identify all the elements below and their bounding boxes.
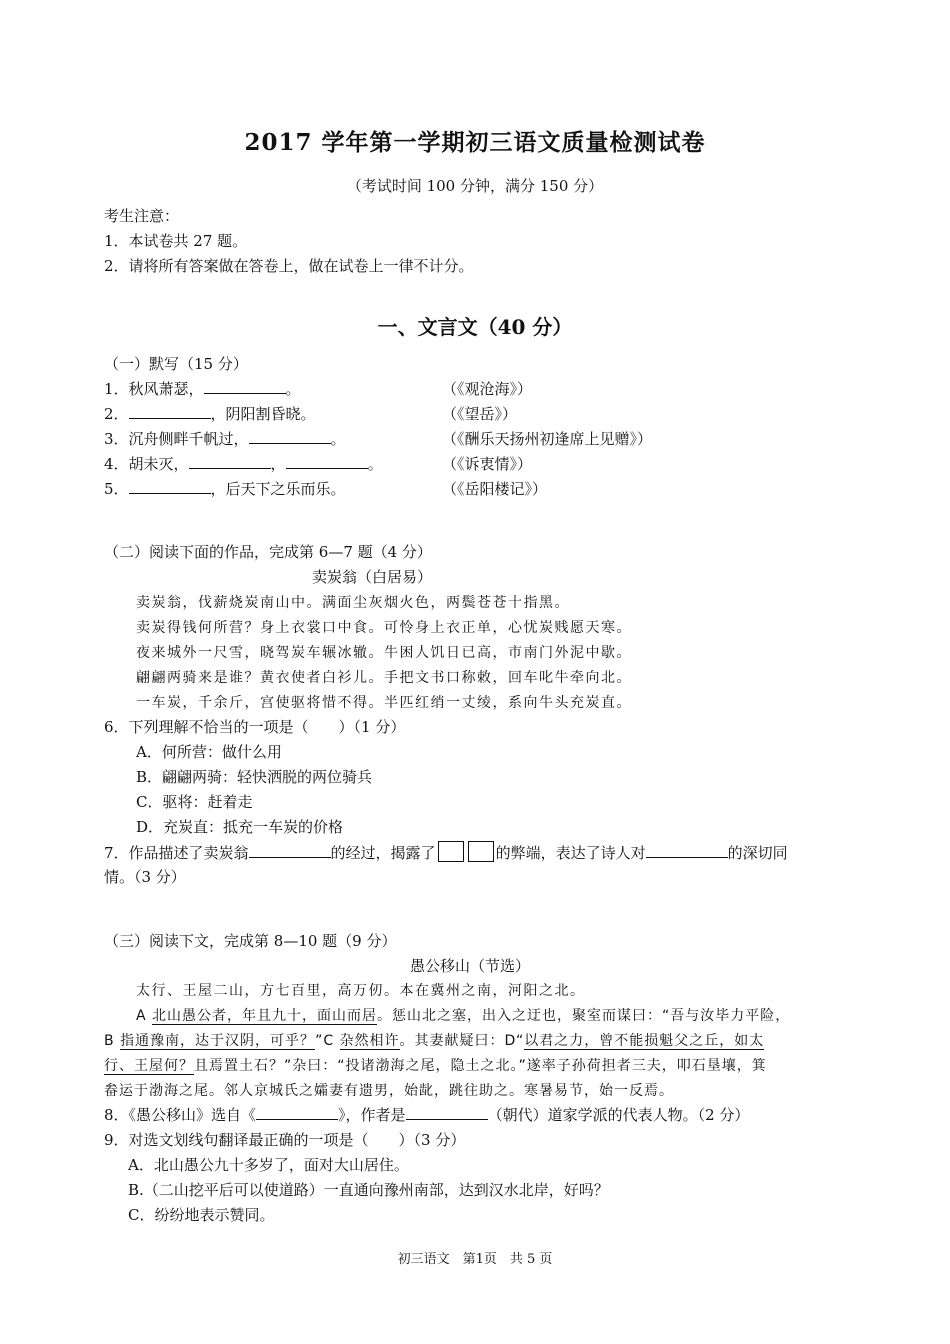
question-text: 1．秋风萧瑟， bbox=[104, 380, 204, 398]
question-2 bbox=[104, 403, 316, 425]
notice-head: 考生注意： bbox=[104, 207, 180, 225]
underlined-sentence: 行、王屋何？ bbox=[104, 1058, 194, 1074]
answer-box[interactable] bbox=[468, 841, 494, 862]
question-text: 7．作品描述了卖炭翁 bbox=[104, 844, 249, 862]
question-text: ，阴阳割昏晓。 bbox=[210, 405, 316, 423]
question-text: 。 bbox=[330, 430, 346, 448]
option-a[interactable]: A．何所营：做什么用 bbox=[136, 743, 282, 761]
text-line bbox=[136, 1005, 790, 1027]
underlined-sentence: 以君之力，曾不能损魁父之丘，如太 bbox=[524, 1033, 765, 1049]
page-title: 2017 学年第一学期初三语文质量检测试卷 bbox=[244, 129, 706, 156]
option-b[interactable]: B.（二山挖平后可以使道路）一直通向豫州南部，达到汉水北岸，好吗？ bbox=[128, 1181, 609, 1199]
answer-blank[interactable] bbox=[406, 1105, 488, 1120]
question-8 bbox=[104, 1104, 749, 1126]
poem-line: 卖炭得钱何所营？身上衣裳口中食。可怜身上衣正单，心忧炭贱愿天寒。 bbox=[136, 620, 632, 636]
question-4 bbox=[104, 453, 383, 475]
exam-subtitle: （考试时间 100 分钟，满分 150 分） bbox=[346, 177, 604, 195]
question-6: 6．下列理解不恰当的一项是（ ）（1 分） bbox=[104, 718, 406, 736]
page-footer: 初三语文 第1页 共 5 页 bbox=[397, 1252, 553, 1267]
text-span: 。惩山北之塞，出入之迂也，聚室而谋曰：“吾与汝毕力平险， bbox=[377, 1008, 791, 1024]
poem-title: 卖炭翁（白居易） bbox=[312, 568, 433, 586]
answer-blank[interactable] bbox=[249, 843, 331, 858]
question-text: 的经过，揭露了 bbox=[330, 844, 436, 862]
answer-blank[interactable] bbox=[129, 404, 211, 419]
question-7-cont: 情。（3 分） bbox=[104, 868, 186, 886]
question-text: 的弊端，表达了诗人对 bbox=[495, 844, 646, 862]
option-c[interactable]: C．纷纷地表示赞同。 bbox=[128, 1206, 275, 1224]
text-span: 且焉置土石？”杂曰：“投诸渤海之尾，隐土之北。”遂率子孙荷担者三夫，叩石垦壤，箕 bbox=[194, 1058, 767, 1074]
question-5 bbox=[104, 478, 346, 500]
poem-line: 一车炭，千余斤，宫使驱将惜不得。半匹红绡一丈绫，系向牛头充炭直。 bbox=[136, 695, 632, 711]
text-line bbox=[104, 1030, 764, 1052]
answer-blank[interactable] bbox=[189, 454, 271, 469]
text-span: 。其妻献疑曰：D“ bbox=[399, 1033, 525, 1049]
part-heading: （一）默写（15 分） bbox=[104, 355, 248, 373]
source-label: （《岳阳楼记》） bbox=[442, 480, 548, 498]
section-heading: 一、文言文（40 分） bbox=[377, 315, 573, 339]
underlined-sentence: 北山愚公者，年且九十，面山而居 bbox=[152, 1008, 378, 1024]
question-text: 5． bbox=[104, 480, 129, 498]
question-3 bbox=[104, 428, 346, 450]
poem-line: 夜来城外一尺雪，晓驾炭车辗冰辙。牛困人饥日已高，市南门外泥中歇。 bbox=[136, 645, 632, 661]
question-text: 。 bbox=[367, 455, 383, 473]
answer-blank[interactable] bbox=[204, 379, 286, 394]
poem-line: 翩翩两骑来是谁？黄衣使者白衫儿。手把文书口称敕，回车叱牛牵向北。 bbox=[136, 670, 632, 686]
question-text: （朝代）道家学派的代表人物。（2 分） bbox=[487, 1106, 750, 1124]
question-text: 。 bbox=[285, 380, 301, 398]
underlined-sentence: 杂然相许 bbox=[339, 1033, 400, 1049]
answer-blank[interactable] bbox=[256, 1105, 338, 1120]
option-c[interactable]: C．驱将：赶着走 bbox=[136, 793, 253, 811]
underlined-sentence: 指通豫南，达于汉阴，可乎？ bbox=[120, 1033, 316, 1049]
question-text: 4．胡未灭， bbox=[104, 455, 189, 473]
part-heading: （二）阅读下面的作品，完成第 6—7 题（4 分） bbox=[104, 543, 432, 561]
answer-blank[interactable] bbox=[249, 429, 331, 444]
source-label: （《望岳》） bbox=[442, 405, 518, 423]
source-label: （《观沧海》） bbox=[442, 380, 533, 398]
text-line bbox=[104, 1055, 767, 1077]
question-text: 》，作者是 bbox=[338, 1106, 406, 1124]
source-label: （《诉衷情》） bbox=[442, 455, 533, 473]
question-1 bbox=[104, 378, 301, 400]
question-7 bbox=[104, 841, 788, 864]
part-heading: （三）阅读下文，完成第 8—10 题（9 分） bbox=[104, 932, 397, 950]
question-text: 8．《愚公移山》选自《 bbox=[104, 1106, 257, 1124]
question-text: 2． bbox=[104, 405, 129, 423]
text-title: 愚公移山（节选） bbox=[410, 957, 531, 975]
answer-blank[interactable] bbox=[129, 479, 211, 494]
marker-label: B bbox=[104, 1033, 121, 1049]
question-text: 的深切同 bbox=[727, 844, 788, 862]
notice-item: 1．本试卷共 27 题。 bbox=[104, 232, 248, 250]
option-d[interactable]: D．充炭直：抵充一车炭的价格 bbox=[136, 818, 344, 836]
marker-label: A bbox=[136, 1008, 153, 1024]
answer-blank[interactable] bbox=[286, 454, 368, 469]
question-text: ，后天下之乐而乐。 bbox=[210, 480, 346, 498]
source-label: （《酬乐天扬州初逢席上见赠》） bbox=[442, 430, 653, 448]
answer-box[interactable] bbox=[438, 841, 464, 862]
question-text: ， bbox=[270, 455, 286, 473]
question-9: 9．对选文划线句翻译最正确的一项是（ ）（3 分） bbox=[104, 1131, 466, 1149]
text-paragraph: 太行、王屋二山，方七百里，高万仞。本在冀州之南，河阳之北。 bbox=[136, 983, 586, 999]
question-text: 3．沉舟侧畔千帆过， bbox=[104, 430, 249, 448]
option-b[interactable]: B．翩翩两骑：轻快洒脱的两位骑兵 bbox=[136, 768, 373, 786]
option-a[interactable]: A．北山愚公九十多岁了，面对大山居住。 bbox=[128, 1156, 409, 1174]
text-line: 畚运于渤海之尾。邻人京城氏之孀妻有遗男，始龀，跳往助之。寒暑易节，始一反焉。 bbox=[104, 1083, 674, 1099]
answer-blank[interactable] bbox=[646, 843, 728, 858]
poem-line: 卖炭翁，伐薪烧炭南山中。满面尘灰烟火色，两鬓苍苍十指黑。 bbox=[136, 595, 570, 611]
marker-label: ”C bbox=[315, 1033, 340, 1049]
notice-item: 2．请将所有答案做在答卷上，做在试卷上一律不计分。 bbox=[104, 257, 474, 275]
